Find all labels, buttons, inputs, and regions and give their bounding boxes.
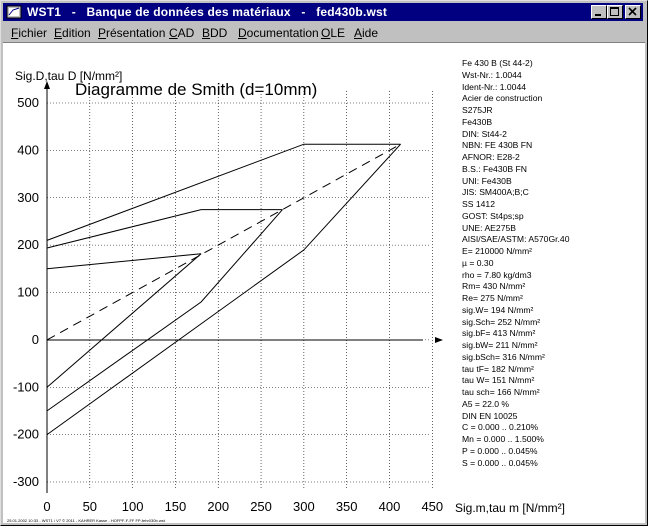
property-line: tau W= 151 N/mm² — [462, 375, 535, 386]
y-tick-label: 500 — [17, 95, 39, 110]
menu-aide[interactable]: Aide — [354, 26, 379, 40]
menu-presentation[interactable]: Présentation — [98, 26, 166, 40]
property-line: DIN EN 10025 — [462, 410, 518, 421]
property-line: S = 0.000 .. 0.045% — [462, 457, 538, 468]
property-line: P = 0.000 .. 0.045% — [462, 445, 538, 456]
property-line: JIS: SM400A;B;C — [462, 187, 529, 198]
property-line: Fe430B — [462, 116, 493, 127]
menu-bar — [3, 23, 643, 41]
property-line: DIN: St44-2 — [462, 128, 507, 139]
property-line: sig.bSch= 316 N/mm² — [462, 351, 545, 362]
x-tick-label: 50 — [82, 499, 98, 514]
menu-ole[interactable]: OLE — [321, 26, 346, 40]
title-bar[interactable] — [3, 3, 643, 21]
material-properties-list — [462, 58, 569, 469]
property-line: A5 = 22.0 % — [462, 398, 510, 409]
grid-layer — [47, 91, 432, 490]
y-tick-label: 100 — [17, 284, 39, 300]
property-line: tau sch= 166 N/mm² — [462, 387, 540, 397]
property-line: Re= 275 N/mm² — [462, 293, 523, 303]
app-icon[interactable] — [6, 4, 22, 20]
property-line: Ident-Nr.: 1.0044 — [462, 81, 527, 92]
menu-edition[interactable]: Edition — [54, 26, 91, 40]
x-tick-label: 200 — [207, 499, 230, 514]
property-line: C = 0.000 .. 0.210% — [462, 422, 539, 433]
document-area — [3, 42, 645, 523]
chart-title: Diagramme de Smith (d=10mm) — [75, 80, 318, 99]
x-tick-label: 400 — [378, 499, 401, 514]
y-tick-label: 300 — [17, 189, 39, 205]
series-layer — [47, 144, 401, 434]
series-line-2 — [47, 144, 401, 434]
property-line: NBN: FE 430B FN — [462, 140, 533, 151]
property-line: AISI/SAE/ASTM: A570Gr.40 — [462, 234, 570, 245]
series-line-7 — [47, 144, 401, 340]
menu-bdd[interactable]: BDD — [202, 26, 228, 40]
series-line-1 — [47, 144, 401, 240]
y-axis-label: Sig.D,tau D [N/mm²] — [15, 69, 123, 83]
x-tick-label: 0 — [43, 499, 51, 514]
property-line: SS 1412 — [462, 199, 495, 209]
maximize-icon — [608, 6, 622, 18]
x-axis-label: Sig.m,tau m [N/mm²] — [455, 501, 566, 515]
axes-layer — [44, 81, 443, 493]
y-tick-label: 200 — [17, 237, 39, 253]
property-line: Rm= 430 N/mm² — [462, 281, 526, 292]
property-line: GOST: St4ps;sp — [462, 210, 524, 221]
y-tick-label: 400 — [17, 142, 39, 158]
series-line-6 — [47, 254, 201, 388]
property-line: E= 210000 N/mm² — [462, 246, 532, 256]
x-tick-label: 350 — [335, 499, 358, 514]
property-line: B.S.: Fe430B FN — [462, 163, 527, 174]
property-line: Mn = 0.000 .. 1.500% — [462, 434, 544, 444]
property-line: sig.bW= 211 N/mm² — [462, 340, 538, 350]
property-line: Fe 430 B (St 44-2) — [462, 58, 533, 68]
x-tick-label: 150 — [164, 499, 187, 514]
property-line: AFNOR: E28-2 — [462, 152, 520, 162]
menu-documentation[interactable]: Documentation — [238, 26, 319, 40]
property-line: UNE: AE275B — [462, 222, 516, 233]
close-icon — [626, 6, 640, 18]
y-tick-label: -100 — [12, 379, 39, 395]
property-line: µ = 0.30 — [462, 257, 494, 268]
menu-cad[interactable]: CAD — [169, 26, 195, 40]
y-tick-label: -300 — [12, 474, 39, 489]
property-line: S275JR — [462, 105, 493, 115]
y-tick-label: 0 — [31, 331, 39, 347]
window-title: WST1 - Banque de données des matériaux - fed430b.wst — [27, 5, 388, 19]
property-line: sig.W= 194 N/mm² — [462, 304, 534, 315]
y-tick-label: -200 — [12, 426, 39, 442]
x-tick-label: 250 — [250, 499, 272, 514]
x-tick-label: 450 — [421, 499, 444, 514]
close-button[interactable] — [625, 5, 641, 19]
series-line-4 — [47, 210, 283, 411]
chart-footer: 25.01.2002 10:33 - WST1 / V7 © 2011 - KAHRER Kasse - HOFPF-F-FF FP-fehr030b.wst — [7, 518, 165, 523]
minimize-icon — [592, 6, 606, 18]
property-line: tau tF= 182 N/mm² — [462, 363, 534, 374]
property-line: sig.bF= 413 N/mm² — [462, 328, 536, 339]
property-line: UNI: Fe430B — [462, 175, 512, 186]
menu-fichier[interactable]: Fichier — [11, 26, 48, 40]
property-line: Wst-Nr.: 1.0044 — [462, 69, 522, 80]
x-tick-label: 300 — [293, 499, 315, 514]
maximize-button[interactable] — [607, 5, 623, 19]
x-axis-arrow-icon — [435, 337, 443, 343]
property-line: Acier de construction — [462, 93, 543, 104]
property-line: rho = 7.80 kg/dm3 — [462, 269, 532, 280]
series-line-5 — [47, 254, 201, 269]
minimize-button[interactable] — [591, 5, 607, 19]
property-line: sig.Sch= 252 N/mm² — [462, 316, 541, 327]
x-tick-label: 100 — [121, 499, 144, 514]
